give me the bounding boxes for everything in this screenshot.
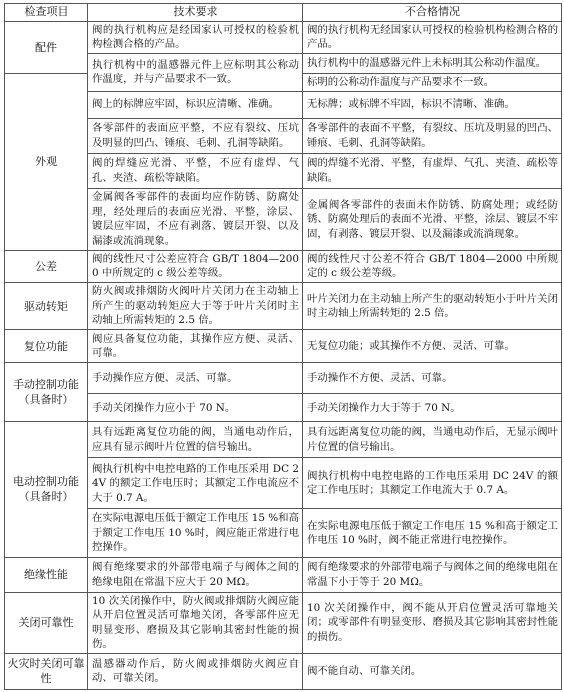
nonconformity-cell: 阀不能自动、可靠关闭。 — [303, 653, 562, 689]
requirement-cell: 各零部件的表面应平整，不应有裂纹、压坑及明显的凹凸、锤痕、毛刺、孔洞等缺陷。 — [88, 118, 303, 153]
category-cell: 复位功能 — [5, 330, 88, 363]
nonconformity-cell: 各零部件的表面不平整，有裂纹、压坑及明显的凹凸、锤痕、毛刺、孔洞等缺陷。 — [303, 118, 562, 153]
header-row — [5, 4, 562, 22]
nonconformity-cell: 阀的执行机构无经国家认可授权的检验机构检测合格的产品。 — [303, 21, 562, 53]
requirement-cell: 手动关闭操作力应小于 70 N。 — [88, 394, 303, 422]
requirement-cell: 10 次关闭操作中，防火阀或排烟防火阀应能从开启位置灵活可靠地关闭，各零部件应无明显变形、磨损及其它影响其密封性能的损伤。 — [88, 592, 303, 653]
table-row — [5, 509, 562, 557]
requirement-cell: 在实际电源电压低于额定工作电压 15 %和高于额定工作电压 10 %时，阀应能正常进行电控操作。 — [88, 509, 303, 557]
table-row — [5, 188, 562, 250]
requirement-cell: 阀的焊缝应光滑、平整，不应有虚焊、气孔、夹渣、疏松等缺陷。 — [88, 153, 303, 188]
nonconformity-cell: 执行机构中的温感器元件上未标明其公称动作温度。 — [303, 53, 562, 73]
nonconformity-cell: 10 次关闭操作中，阀不能从开启位置灵活可靠地关闭；或零部件有明显变形、磨损及其它影响其密封性能的损伤。 — [303, 592, 562, 653]
table-row — [5, 653, 562, 689]
nonconformity-cell: 阀执行机构中电控电路的工作电压采用 DC 24V 的额定工作电压时；其额定工作电流大于 0.7 A。 — [303, 458, 562, 509]
nonconformity-cell: 标明的公称动作温度与产品要求不一致。 — [303, 73, 562, 91]
requirement-cell: 阀执行机构中电控电路的工作电压采用 DC 24V 的额定工作电压时；其额定工作电流应不大于 0.7 A。 — [88, 458, 303, 509]
header-requirement: 技术要求 — [88, 4, 303, 22]
table-row — [5, 91, 562, 118]
nonconformity-cell: 无标牌；或标牌不牢固，标识不清晰、准确。 — [303, 91, 562, 118]
requirement-cell: 执行机构中的温感器元件上应标明其公称动作温度，并与产品要求不一致。 — [88, 53, 303, 91]
category-cell: 外观 — [5, 73, 88, 250]
table-row — [5, 394, 562, 422]
category-cell: 配件 — [5, 21, 88, 73]
nonconformity-cell: 阀的线性尺寸公差不符合 GB/T 1804—2000 中所规定的 c 级公差等级。 — [303, 250, 562, 282]
requirement-cell: 阀的执行机构应是经国家认可授权的检验机构检测合格的产品。 — [88, 21, 303, 53]
table-row — [5, 592, 562, 653]
requirement-cell: 阀应具备复位功能，其操作应方便、灵活、可靠。 — [88, 330, 303, 363]
table-row — [5, 283, 562, 330]
requirement-cell: 阀的线性尺寸公差应符合 GB/T 1804—2000 中所规定的 c 级公差等级。 — [88, 250, 303, 282]
table-row — [5, 21, 562, 53]
nonconformity-cell: 具有远距离复位功能的阀，当通电动作后，无显示阀叶片位置的信号输出。 — [303, 422, 562, 458]
nonconformity-cell: 在实际电源电压低于额定工作电压 15 %和高于额定工作电压 10 %时，阀不能正常进行电控操作。 — [303, 509, 562, 557]
table-row — [5, 458, 562, 509]
requirement-cell: 手动操作应方便、灵活、可靠。 — [88, 363, 303, 394]
requirement-cell: 防火阀或排烟防火阀叶片关闭力在主动轴上所产生的驱动转矩应大于等于叶片关闭时主动轴上所需转矩的 2.5 倍。 — [88, 283, 303, 330]
inspection-table — [4, 3, 562, 690]
table-row — [5, 53, 562, 73]
category-cell: 手动控制功能（具备时） — [5, 363, 88, 422]
nonconformity-cell: 阀有绝缘要求的外部带电端子与阀体之间的绝缘电阻在常温下小于等于 20 MΩ。 — [303, 557, 562, 592]
nonconformity-cell: 金属阀各零部件的表面未作防锈、防腐处理；或经防锈、防腐处理后的表面不光滑、平整，涂层、镀层不牢固，有剥落、镀层开裂、以及漏漆或流淌现象。 — [303, 188, 562, 250]
requirement-cell: 阀有绝缘要求的外部带电端子与阀体之间的绝缘电阻在常温下应大于 20 MΩ。 — [88, 557, 303, 592]
header-nonconformity: 不合格情况 — [303, 4, 562, 22]
requirement-cell: 温感器动作后，防火阀或排烟防火阀应自动、可靠关闭。 — [88, 653, 303, 689]
nonconformity-cell: 手动关闭操作力大于等于 70 N。 — [303, 394, 562, 422]
table-row — [5, 363, 562, 394]
table-row — [5, 422, 562, 458]
category-cell: 驱动转矩 — [5, 283, 88, 330]
nonconformity-cell: 无复位功能；或其操作不方便、灵活、可靠。 — [303, 330, 562, 363]
nonconformity-cell: 叶片关闭力在主动轴上所产生的驱动转矩小于叶片关闭时主动轴上所需转矩的 2.5 倍。 — [303, 283, 562, 330]
table-row — [5, 557, 562, 592]
table-row — [5, 153, 562, 188]
category-cell: 关闭可靠性 — [5, 592, 88, 653]
requirement-cell: 金属阀各零部件的表面均应作防锈、防腐处理，经处理后的表面应光滑、平整，涂层、镀层应牢固，不应有剥落、镀层开裂、以及漏漆或流淌现象。 — [88, 188, 303, 250]
category-cell: 绝缘性能 — [5, 557, 88, 592]
requirement-cell: 阀上的标牌应牢固，标识应清晰、准确。 — [88, 91, 303, 118]
table-row — [5, 330, 562, 363]
category-cell: 电动控制功能（具备时） — [5, 422, 88, 557]
nonconformity-cell: 手动操作不方便、灵活、可靠。 — [303, 363, 562, 394]
table-row — [5, 250, 562, 282]
header-item: 检查项目 — [5, 4, 88, 22]
table-row — [5, 118, 562, 153]
category-cell: 火灾时关闭可靠性 — [5, 653, 88, 689]
category-cell: 公差 — [5, 250, 88, 282]
requirement-cell: 具有远距离复位功能的阀，当通电动作后，应具有显示阀叶片位置的信号输出。 — [88, 422, 303, 458]
nonconformity-cell: 阀的焊缝不光滑、平整，有虚焊、气孔、夹渣、疏松等缺陷。 — [303, 153, 562, 188]
